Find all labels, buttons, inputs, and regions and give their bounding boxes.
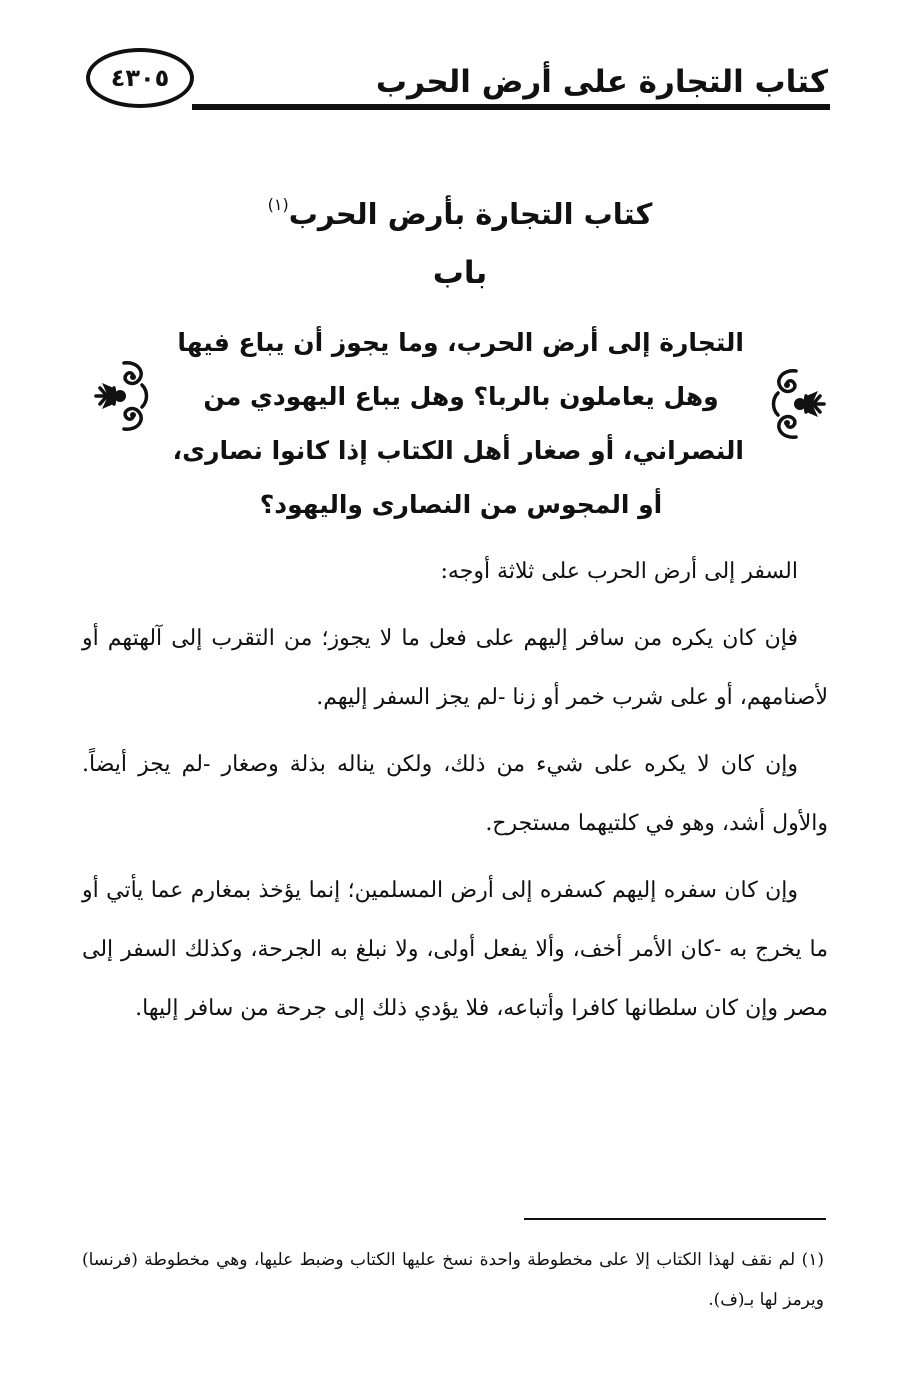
page-number: ٤٣٠٥ (110, 64, 170, 92)
chapter-heading-line: وهل يعاملون بالربا؟ وهل يباع اليهودي من (203, 382, 719, 411)
book-title-text: كتاب التجارة بأرض الحرب (288, 197, 653, 231)
page-number-badge (86, 48, 194, 108)
floral-ornament-icon (90, 355, 160, 437)
footnote: (١) لم نقف لهذا الكتاب إلا على مخطوطة واحدة نسخ عليها الكتاب وضبط عليها، وهي مخطوطة (فرنسا) ويرمز لها بـ(ف). (82, 1250, 824, 1310)
footnote-separator (524, 1218, 826, 1220)
paragraph: وإن كان سفره إليهم كسفره إلى أرض المسلمين؛ إنما يؤخذ بمغارم عما يأتي أو ما يخرج به -كان الأمر أخف، وألا يفعل أولى، ولا نبلغ به الجرحة، وكذلك السفر إلى مصر وإن كان سلطانها كافرا وأتباعه، فلا يؤدي ذلك إلى جرحة من سافر إليها. (82, 878, 828, 1021)
book-title (0, 185, 920, 234)
paragraph: السفر إلى أرض الحرب على ثلاثة أوجه: (440, 559, 798, 584)
running-header-title: كتاب التجارة على أرض الحرب (375, 64, 828, 100)
paragraph: فإن كان يكره من سافر إليهم على فعل ما لا يجوز؛ من التقرب إلى آلهتهم أو لأصنامهم، أو على شرب خمر أو زنا -لم يجز السفر إليهم. (82, 626, 828, 710)
floral-ornament-icon (760, 363, 830, 445)
paragraph: وإن كان لا يكره على شيء من ذلك، ولكن يناله بذلة وصغار -لم يجز أيضاً. والأول أشد، وهو في كلتيهما مستجرح. (82, 752, 828, 836)
chapter-heading-line: التجارة إلى أرض الحرب، وما يجوز أن يباع فيها (177, 328, 744, 357)
chapter-heading-line: أو المجوس من النصارى واليهود؟ (259, 490, 663, 519)
footnote-reference: (١) (267, 195, 289, 214)
chapter-label: باب (432, 255, 488, 291)
chapter-heading-line: النصراني، أو صغار أهل الكتاب إذا كانوا نصارى، (172, 436, 744, 465)
body-text (82, 542, 828, 1046)
chapter-heading (172, 316, 744, 532)
header-rule (192, 104, 830, 110)
